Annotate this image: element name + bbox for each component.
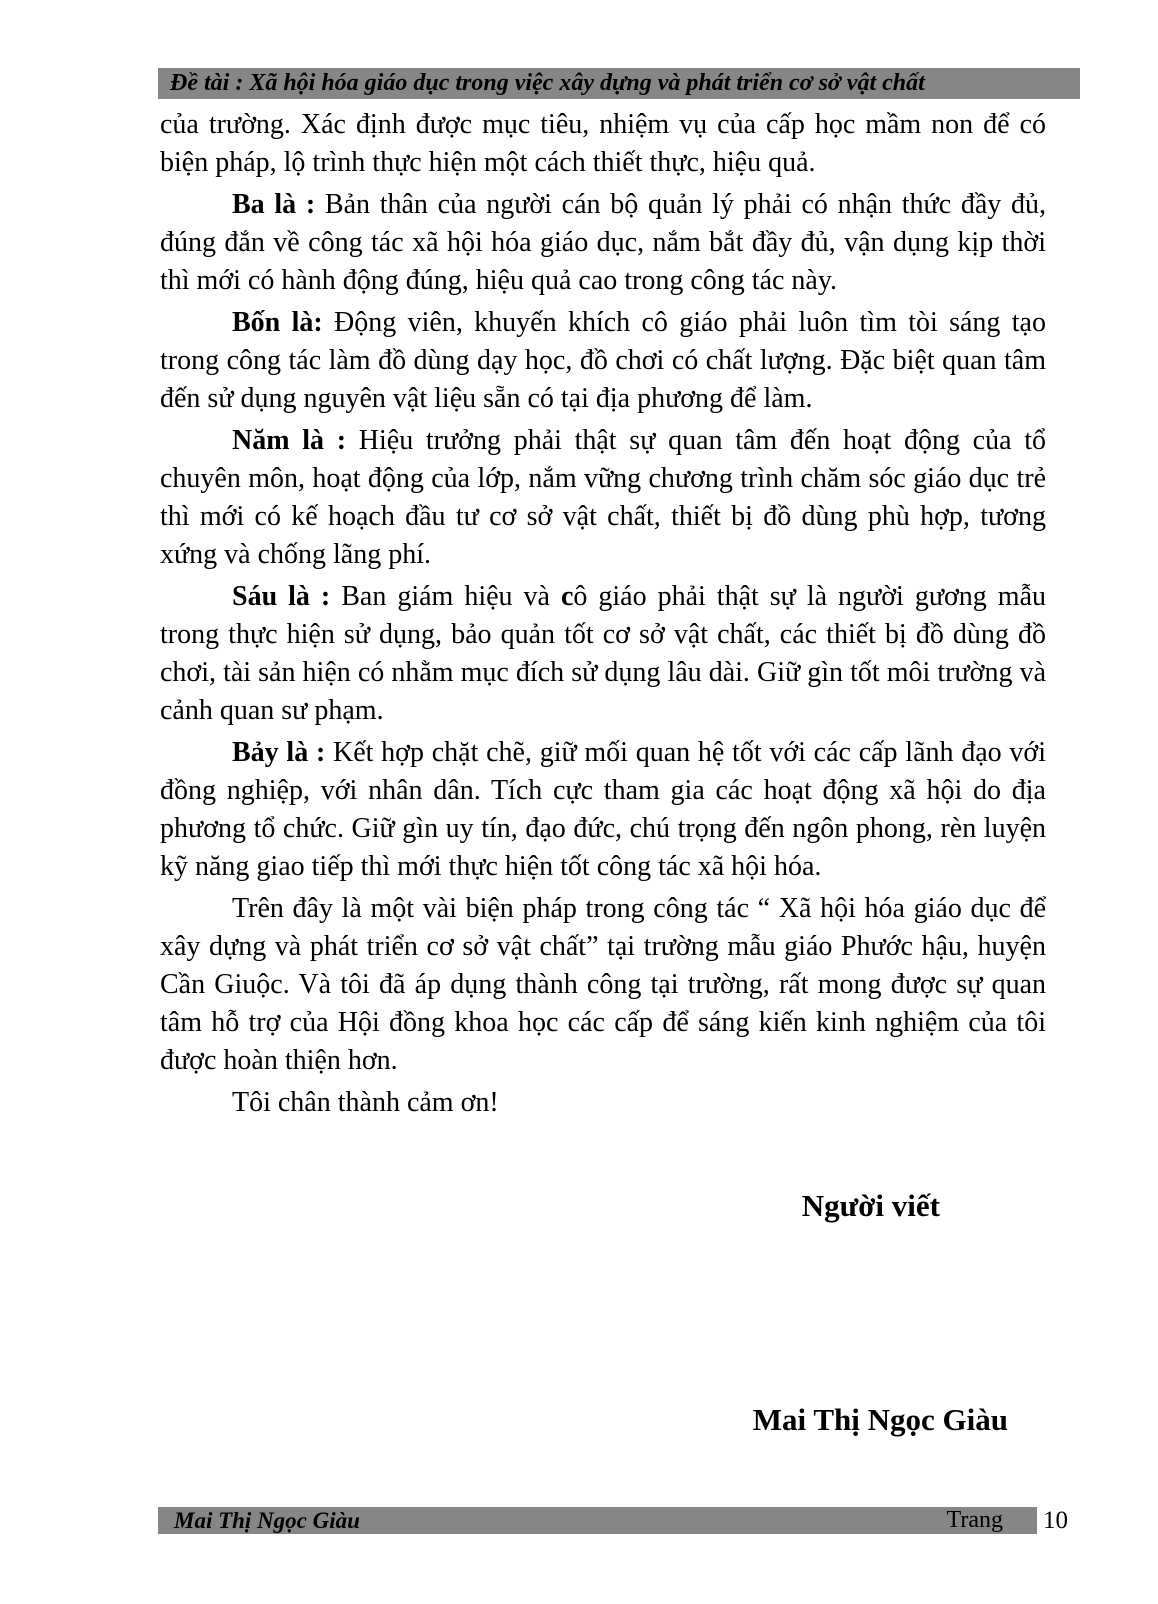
paragraph-lead: Năm là : bbox=[232, 425, 359, 456]
paragraph-text: ô giáo phải thật sự là người gương mẫu trong thực hiện sử dụng, bảo quản tốt cơ sở vật chất, các thiết bị đồ dùng đồ chơi, tài sản hiện có nhằm mục đích sử dụng lâu dài. Giữ gìn tốt môi trường và cảnh quan sư phạm. bbox=[160, 581, 1047, 726]
header-title: Đề tài : Xã hội hóa giáo dục trong việc xây dựng và phát triển cơ sở vật chất bbox=[170, 70, 925, 96]
paragraph-lead: Sáu là : bbox=[232, 581, 342, 612]
paragraph-text: Trên đây là một vài biện pháp trong công tác “ Xã hội hóa giáo dục để xây dựng và phát triển cơ sở vật chất” tại trường mẫu giáo Phước hậu, huyện Cần Giuộc. Và tôi đã áp dụng thành công tại trường, rất mong được sự quan tâm hỗ trợ của Hội đồng khoa học các cấp để sáng kiến kinh nghiệm của tôi được hoàn thiện hơn. bbox=[160, 893, 1046, 1076]
paragraph-text: Ban giám hiệu và bbox=[341, 581, 561, 612]
paragraph-bold-fragment: c bbox=[560, 581, 574, 612]
paragraph-bay-la bbox=[160, 734, 1046, 886]
thanks-line bbox=[160, 1084, 1046, 1122]
footer-page-label: Trang bbox=[946, 1507, 1003, 1533]
footer-page-number: 10 bbox=[1043, 1507, 1068, 1534]
paragraph-text: của trường. Xác định được mục tiêu, nhiệm vụ của cấp học mầm non để có biện pháp, lộ trình thực hiện một cách thiết thực, hiệu quả. bbox=[160, 109, 1046, 178]
page-header-bar bbox=[158, 68, 1080, 99]
signature-name bbox=[753, 1402, 1008, 1438]
paragraph-bon-la bbox=[160, 304, 1046, 418]
paragraph-text: Kết hợp chặt chẽ, giữ mối quan hệ tốt với các cấp lãnh đạo với đồng nghiệp, với nhân dân. Tích cực tham gia các hoạt động xã hội do địa phương tổ chức. Giữ gìn uy tín, đạo đức, chú trọng đến ngôn phong, rèn luyện kỹ năng giao tiếp thì mới thực hiện tốt công tác xã hội hóa. bbox=[160, 737, 1046, 882]
paragraph-lead: Bảy là : bbox=[232, 737, 334, 768]
paragraph-text: Động viên, khuyến khích cô giáo phải luôn tìm tòi sáng tạo trong công tác làm đồ dùng dạy học, đồ chơi có chất lượng. Đặc biệt quan tâm đến sử dụng nguyên vật liệu sẵn có tại địa phương để làm. bbox=[160, 307, 1046, 414]
footer-author: Mai Thị Ngọc Giàu bbox=[174, 1507, 360, 1533]
signature-label bbox=[802, 1188, 940, 1224]
signature-name-text: Mai Thị Ngọc Giàu bbox=[752, 1402, 1008, 1437]
thanks-text: Tôi chân thành cảm ơn! bbox=[232, 1087, 499, 1118]
paragraph-lead: Ba là : bbox=[232, 189, 325, 220]
paragraph-continuation bbox=[160, 106, 1046, 182]
signature-label-text: Người viết bbox=[801, 1188, 940, 1223]
paragraph-nam-la bbox=[160, 422, 1046, 574]
paragraph-text: Hiệu trưởng phải thật sự quan tâm đến hoạt động của tổ chuyên môn, hoạt động của lớp, nắm vững chương trình chăm sóc giáo dục trẻ thì mới có kế hoạch đầu tư cơ sở vật chất, thiết bị đồ dùng phù hợp, tương xứng và chống lãng phí. bbox=[160, 425, 1046, 570]
document-body bbox=[160, 106, 1046, 1150]
paragraph-ba-la bbox=[160, 186, 1046, 300]
paragraph-lead: Bốn là: bbox=[232, 307, 335, 338]
page-footer-bar bbox=[158, 1507, 1037, 1534]
paragraph-conclusion bbox=[160, 890, 1046, 1080]
paragraph-sau-la bbox=[160, 578, 1046, 730]
paragraph-text: Bản thân của người cán bộ quản lý phải có nhận thức đầy đủ, đúng đắn về công tác xã hội hóa giáo dục, nắm bắt đầy đủ, vận dụng kịp thời thì mới có hành động đúng, hiệu quả cao trong công tác này. bbox=[160, 189, 1046, 296]
